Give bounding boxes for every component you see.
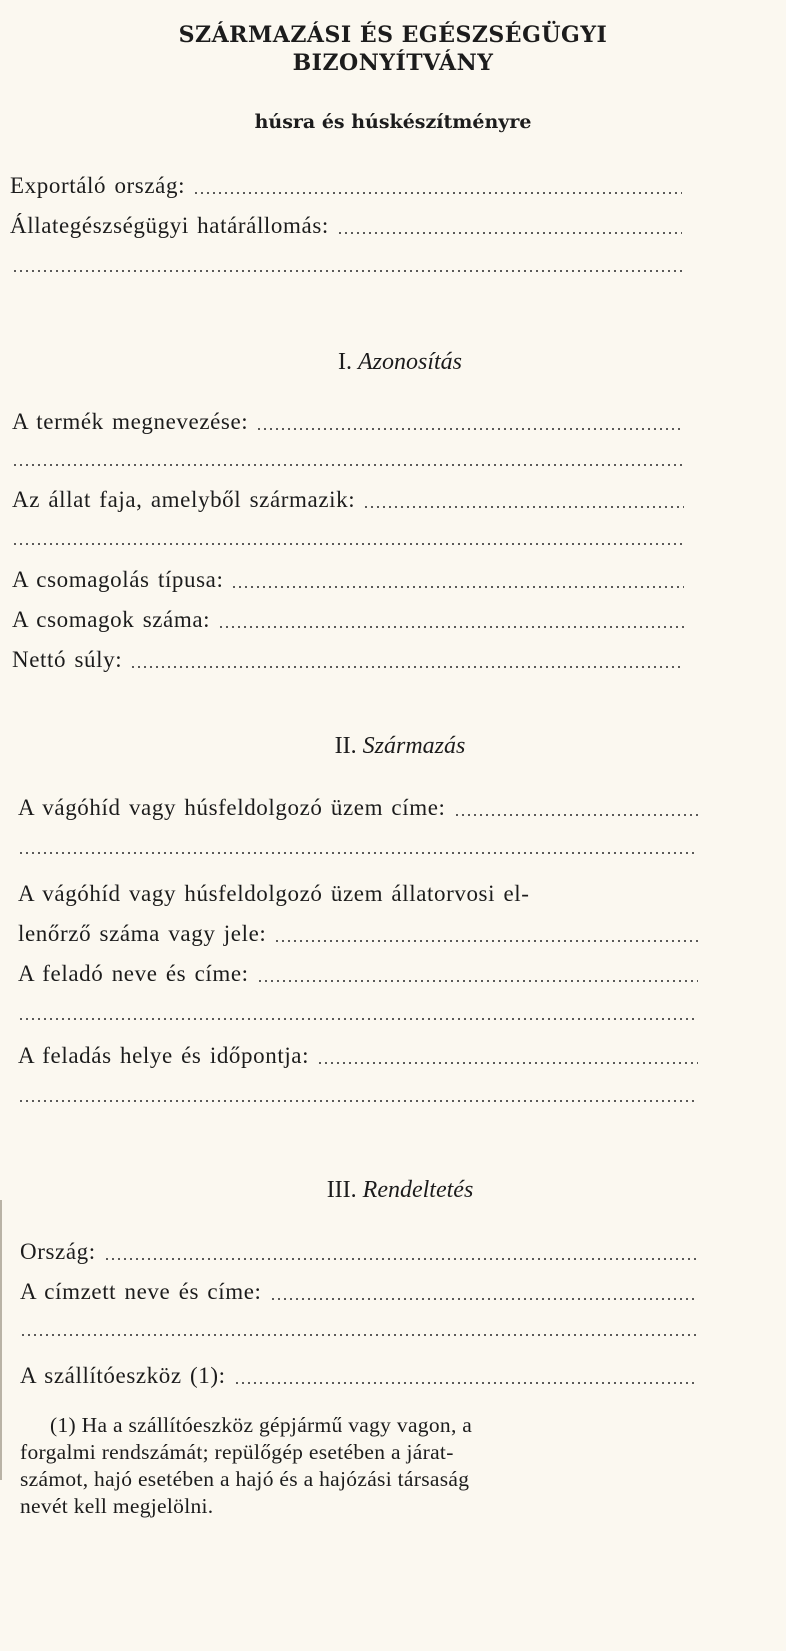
package-count-label: A csomagok száma:	[12, 607, 211, 632]
footnote-line-1: (1) Ha a szállítóeszköz gépjármű vagy vagon, a	[50, 1413, 473, 1437]
recipient-label: A címzett neve és címe:	[20, 1279, 262, 1304]
border-station-blank	[337, 232, 682, 234]
plant-address-blank	[454, 814, 699, 816]
sender-label: A feladó neve és címe:	[18, 961, 249, 986]
document-subtitle: húsra és húskészítményre	[254, 111, 532, 133]
package-count-blank	[218, 626, 684, 628]
section-1-name: Azonosítás	[357, 349, 462, 375]
sender-blank	[257, 980, 698, 982]
packaging-type-label: A csomagolás típusa:	[12, 567, 224, 592]
dispatch-blank	[317, 1062, 698, 1064]
transport-blank	[234, 1382, 698, 1384]
plant-address-label: A vágóhíd vagy húsfeldolgozó üzem címe:	[18, 795, 446, 820]
transport-field	[20, 1362, 698, 1390]
section-3-heading	[0, 1176, 786, 1204]
footnote-line-3: számot, hajó esetében a hajó és a hajózási társaság	[20, 1467, 470, 1491]
sender-blank-continued	[18, 1018, 698, 1020]
section-1-number: I.	[337, 349, 352, 375]
plant-address-field	[18, 794, 698, 822]
destination-country-blank	[104, 1258, 698, 1260]
net-weight-field	[12, 646, 684, 674]
plant-vet-number-label-line2: lenőrző száma vagy jele:	[18, 921, 267, 946]
product-name-blank-continued	[12, 464, 684, 466]
animal-species-blank-continued	[12, 543, 684, 545]
plant-vet-number-field	[18, 920, 698, 948]
border-station-field	[10, 212, 682, 240]
section-3-number: III.	[326, 1177, 357, 1203]
document-title-line2: BIZONYÍTVÁNY	[292, 50, 494, 76]
left-margin-rule	[0, 1200, 2, 1480]
section-2-number: II.	[334, 733, 357, 759]
transport-label: A szállítóeszköz (1):	[20, 1363, 226, 1388]
plant-vet-number-field-line1	[18, 880, 698, 908]
net-weight-blank	[130, 666, 684, 668]
destination-country-label: Ország:	[20, 1239, 96, 1264]
dispatch-field	[18, 1042, 698, 1070]
packaging-type-blank	[231, 586, 684, 588]
animal-species-blank	[363, 506, 684, 508]
plant-vet-number-label-line1: A vágóhíd vagy húsfeldolgozó üzem állatorvosi el-	[18, 881, 530, 906]
footnote-line-2: forgalmi rendszámát; repülőgép esetében a járat-	[20, 1440, 454, 1464]
recipient-blank-continued	[20, 1334, 698, 1336]
animal-species-field	[12, 486, 684, 514]
border-station-label: Állategészségügyi határállomás:	[10, 213, 329, 238]
package-count-field	[12, 606, 684, 634]
recipient-field	[20, 1278, 698, 1306]
footnote-line-4: nevét kell megjelölni.	[20, 1494, 214, 1518]
section-2-name: Származás	[362, 733, 466, 759]
border-station-blank-continued	[12, 270, 682, 272]
destination-country-field	[20, 1238, 698, 1266]
packaging-type-field	[12, 566, 684, 594]
exporting-country-blank	[193, 192, 682, 194]
product-name-label: A termék megnevezése:	[12, 409, 249, 434]
net-weight-label: Nettó súly:	[12, 647, 123, 672]
product-name-field	[12, 408, 684, 436]
section-3-name: Rendeltetés	[362, 1177, 474, 1203]
recipient-blank	[270, 1298, 699, 1300]
document-title-line1: SZÁRMAZÁSI ÉS EGÉSZSÉGÜGYI	[178, 22, 608, 48]
dispatch-blank-continued	[18, 1100, 698, 1102]
sender-field	[18, 960, 698, 988]
section-2-heading	[0, 732, 786, 760]
plant-vet-number-blank	[274, 940, 698, 942]
exporting-country-field	[10, 172, 682, 200]
exporting-country-label: Exportáló ország:	[10, 173, 186, 198]
animal-species-label: Az állat faja, amelyből származik:	[12, 487, 356, 512]
section-1-heading	[0, 348, 786, 376]
plant-address-blank-continued	[18, 852, 698, 854]
footnote	[20, 1412, 680, 1520]
product-name-blank	[256, 428, 684, 430]
dispatch-label: A feladás helye és időpontja:	[18, 1043, 310, 1068]
